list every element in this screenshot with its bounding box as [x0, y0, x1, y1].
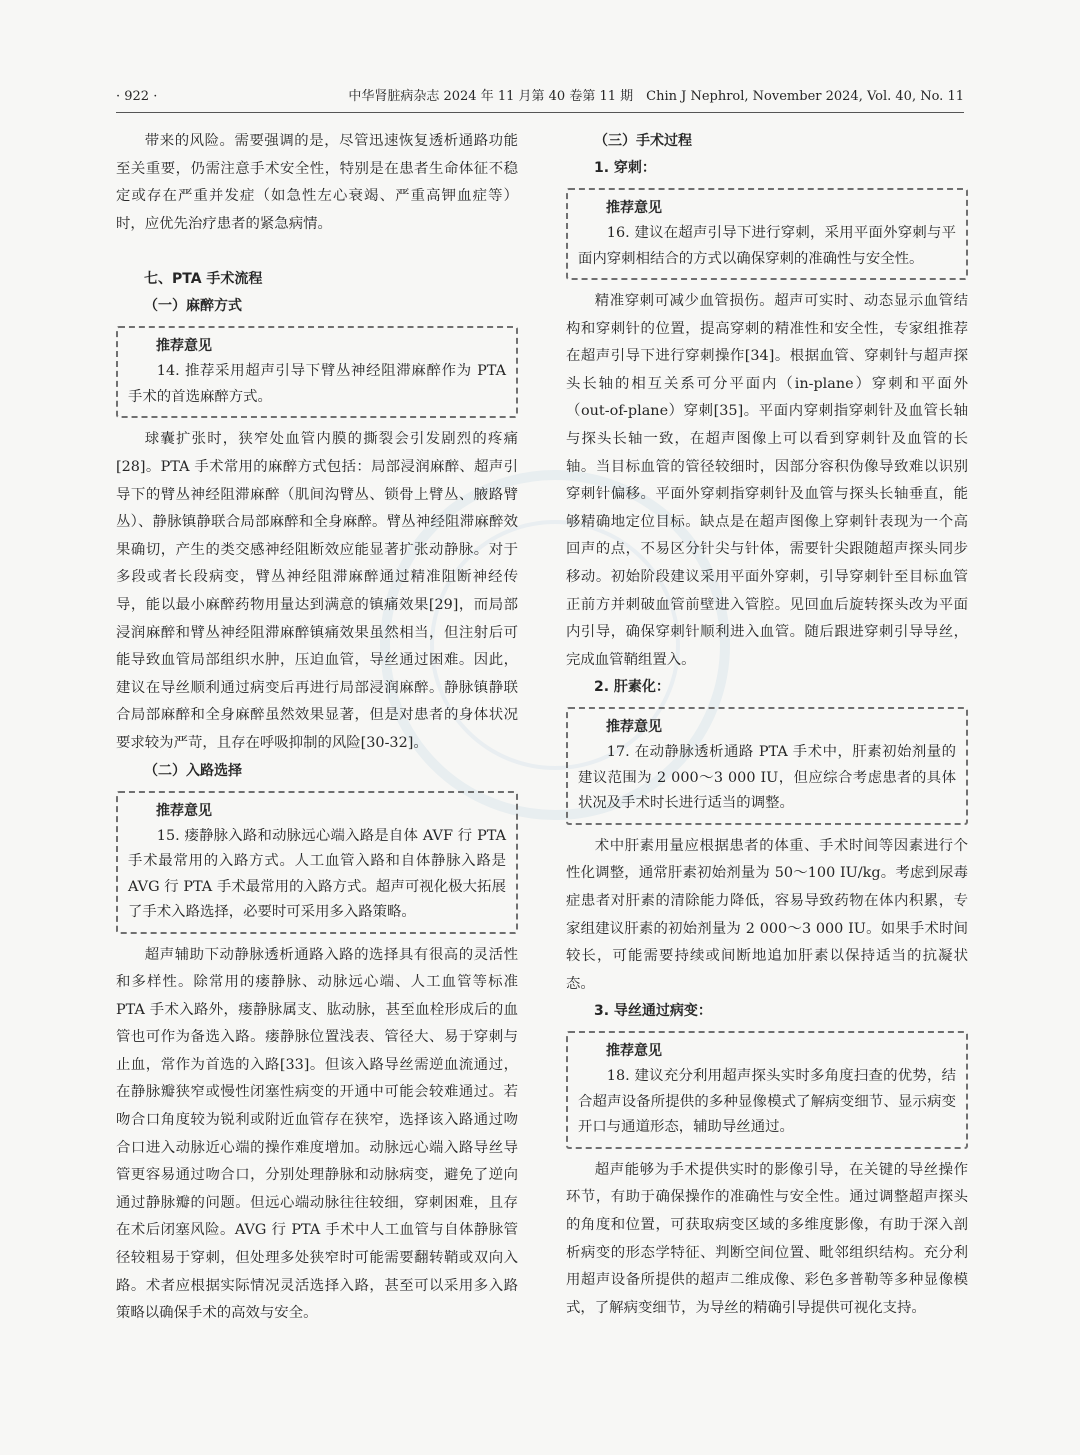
right-column	[566, 128, 968, 1322]
recommendation-title: 推荐意见	[606, 719, 662, 736]
subsection-anesthesia-title: （一）麻醉方式	[144, 298, 242, 315]
recommendation-text: 15. 瘘静脉入路和动脉远心端入路是自体 AVF 行 PTA 手术最常用的入路方式。人工血管入路和自体静脉入路是 AVG 行 PTA 手术最常用的入路方式。超声可视化极大拓展了手术入路选择，必要时可采用多入路策略。	[128, 827, 506, 920]
recommendation-title: 推荐意见	[606, 1043, 662, 1060]
page-number: · 922 ·	[116, 89, 158, 104]
item-heparin-title: 2. 肝素化：	[594, 679, 670, 696]
section-title: 七、PTA 手术流程	[144, 271, 263, 288]
recommendation-box-15	[116, 791, 518, 934]
heparin-paragraph: 术中肝素用量应根据患者的体重、手术时间等因素进行个性化调整，通常肝素初始剂量为 50～100 IU/kg。考虑到尿毒症患者对肝素的清除能力降低，容易导致药物在体内积累，专家组建议肝素的初始剂量为 2 000～3 000 IU。如果手术时间较长，可能需要持续或间断地追加肝素以保持适当的抗凝状态。	[566, 837, 968, 992]
guidewire-paragraph: 超声能够为手术提供实时的影像引导，在关键的导丝操作环节，有助于确保操作的准确性与安全性。通过调整超声探头的角度和位置，可获取病变区域的多维度影像，有助于深入剖析病变的形态学特征、判断空间位置、毗邻组织结构。充分利用超声设备所提供的超声二维成像、彩色多普勒等多种显像模式，了解病变细节，为导丝的精确引导提供可视化支持。	[566, 1161, 968, 1316]
recommendation-box-16	[566, 188, 968, 280]
recommendation-text: 14. 推荐采用超声引导下臂丛神经阻滞麻醉作为 PTA 手术的首选麻醉方式。	[128, 363, 506, 405]
left-column	[116, 128, 518, 1328]
item-guidewire-title: 3. 导丝通过病变：	[594, 1003, 712, 1020]
item-puncture-title: 1. 穿刺：	[594, 160, 656, 176]
puncture-paragraph: 精准穿刺可减少血管损伤。超声可实时、动态显示血管结构和穿刺针的位置，提高穿刺的精准性和安全性，专家组推荐在超声引导下进行穿刺操作[34]。根据血管、穿刺针与超声探头长轴的相互关系可分平面内（in-plane）穿刺和平面外（out-of-plane）穿刺[35]。平面内穿刺指穿刺针及血管长轴与探头长轴一致，在超声图像上可以看到穿刺针及血管的长轴。当目标血管的管径较细时，因部分容积伪像导致难以识别穿刺针偏移。平面外穿刺指穿刺针及血管与探头长轴垂直，能够精确地定位目标。缺点是在超声图像上穿刺针表现为一个高回声的点，不易区分针尖与针体，需要针尖跟随超声探头同步移动。初始阶段建议采用平面外穿刺，引导穿刺针至目标血管正前方并刺破血管前壁进入管腔。见回血后旋转探头改为平面内引导，确保穿刺针顺利进入血管。随后跟进穿刺引导导丝，完成血管鞘组置入。	[566, 293, 968, 668]
journal-citation: 中华肾脏病杂志 2024 年 11 月第 40 卷第 11 期 Chin J Nephrol, November 2024, Vol. 40, No. 11	[348, 89, 964, 104]
recommendation-text: 18. 建议充分利用超声探头实时多角度扫查的优势，结合超声设备所提供的多种显像模式了解病变细节、显示病变开口与通道形态，辅助导丝通过。	[578, 1068, 956, 1136]
recommendation-text: 16. 建议在超声引导下进行穿刺，采用平面外穿刺与平面内穿刺相结合的方式以确保穿刺的准确性与安全性。	[578, 225, 956, 267]
access-paragraph: 超声辅助下动静脉透析通路入路的选择具有很高的灵活性和多样性。除常用的瘘静脉、动脉远心端、人工血管等标准 PTA 手术入路外，瘘静脉属支、肱动脉，甚至血栓形成后的血管也可作为备选入路。瘘静脉位置浅表、管径大、易于穿刺与止血，常作为首选的入路[33]。但该入路导丝需逆血流通过，在静脉瓣狭窄或慢性闭塞性病变的开通中可能会较难通过。若吻合口角度较为锐利或附近血管存在狭窄，选择该入路通过吻合口进入动脉近心端的操作难度增加。动脉远心端入路导丝导管更容易通过吻合口，分别处理静脉和动脉病变，避免了逆向通过静脉瓣的问题。但远心端动脉往往较细，穿刺困难，且存在术后闭塞风险。AVG 行 PTA 手术中人工血管与自体静脉管径较粗易于穿刺，但处理多处狭窄时可能需要翻转鞘或双向入路。术者应根据实际情况灵活选择入路，甚至可以采用多入路策略以确保手术的高效与安全。	[116, 946, 518, 1322]
subsection-access-title: （二）入路选择	[144, 762, 242, 779]
header-rule	[116, 112, 964, 113]
page-header	[116, 84, 964, 110]
intro-paragraph: 带来的风险。需要强调的是，尽管迅速恢复透析通路功能至关重要，仍需注意手术安全性，特别是在患者生命体征不稳定或存在严重并发症（如急性左心衰竭、严重高钾血症等）时，应优先治疗患者的紧急病情。	[116, 133, 518, 232]
anesthesia-paragraph: 球囊扩张时，狭窄处血管内膜的撕裂会引发剧烈的疼痛[28]。PTA 手术常用的麻醉方式包括：局部浸润麻醉、超声引导下的臂丛神经阻滞麻醉（肌间沟臂丛、锁骨上臂丛、腋路臂丛）、静脉镇静联合局部麻醉和全身麻醉。臂丛神经阻滞麻醉效果确切，产生的类交感神经阻断效应能显著扩张动静脉。对于多段或者长段病变，臂丛神经阻滞麻醉通过精准阻断神经传导，能以最小麻醉药物用量达到满意的镇痛效果[29]，而局部浸润麻醉和臂丛神经阻滞麻醉镇痛效果虽然相当，但注射后可能导致血管局部组织水肿，压迫血管，导丝通过困难。因此，建议在导丝顺利通过病变后再进行局部浸润麻醉。静脉镇静联合局部麻醉和全身麻醉虽然效果显著，但是对患者的身体状况要求较为严苛，且存在呼吸抑制的风险[30-32]。	[116, 431, 518, 751]
recommendation-title: 推荐意见	[156, 802, 212, 819]
recommendation-box-14	[116, 326, 518, 418]
recommendation-title: 推荐意见	[606, 200, 662, 216]
recommendation-title: 推荐意见	[156, 338, 212, 355]
recommendation-box-18	[566, 1031, 968, 1149]
recommendation-box-17	[566, 707, 968, 825]
subsection-procedure-title: （三）手术过程	[594, 133, 692, 149]
recommendation-text: 17. 在动静脉透析通路 PTA 手术中，肝素初始剂量的建议范围为 2 000～3 000 IU，但应综合考虑患者的具体状况及手术时长进行适当的调整。	[578, 744, 956, 812]
